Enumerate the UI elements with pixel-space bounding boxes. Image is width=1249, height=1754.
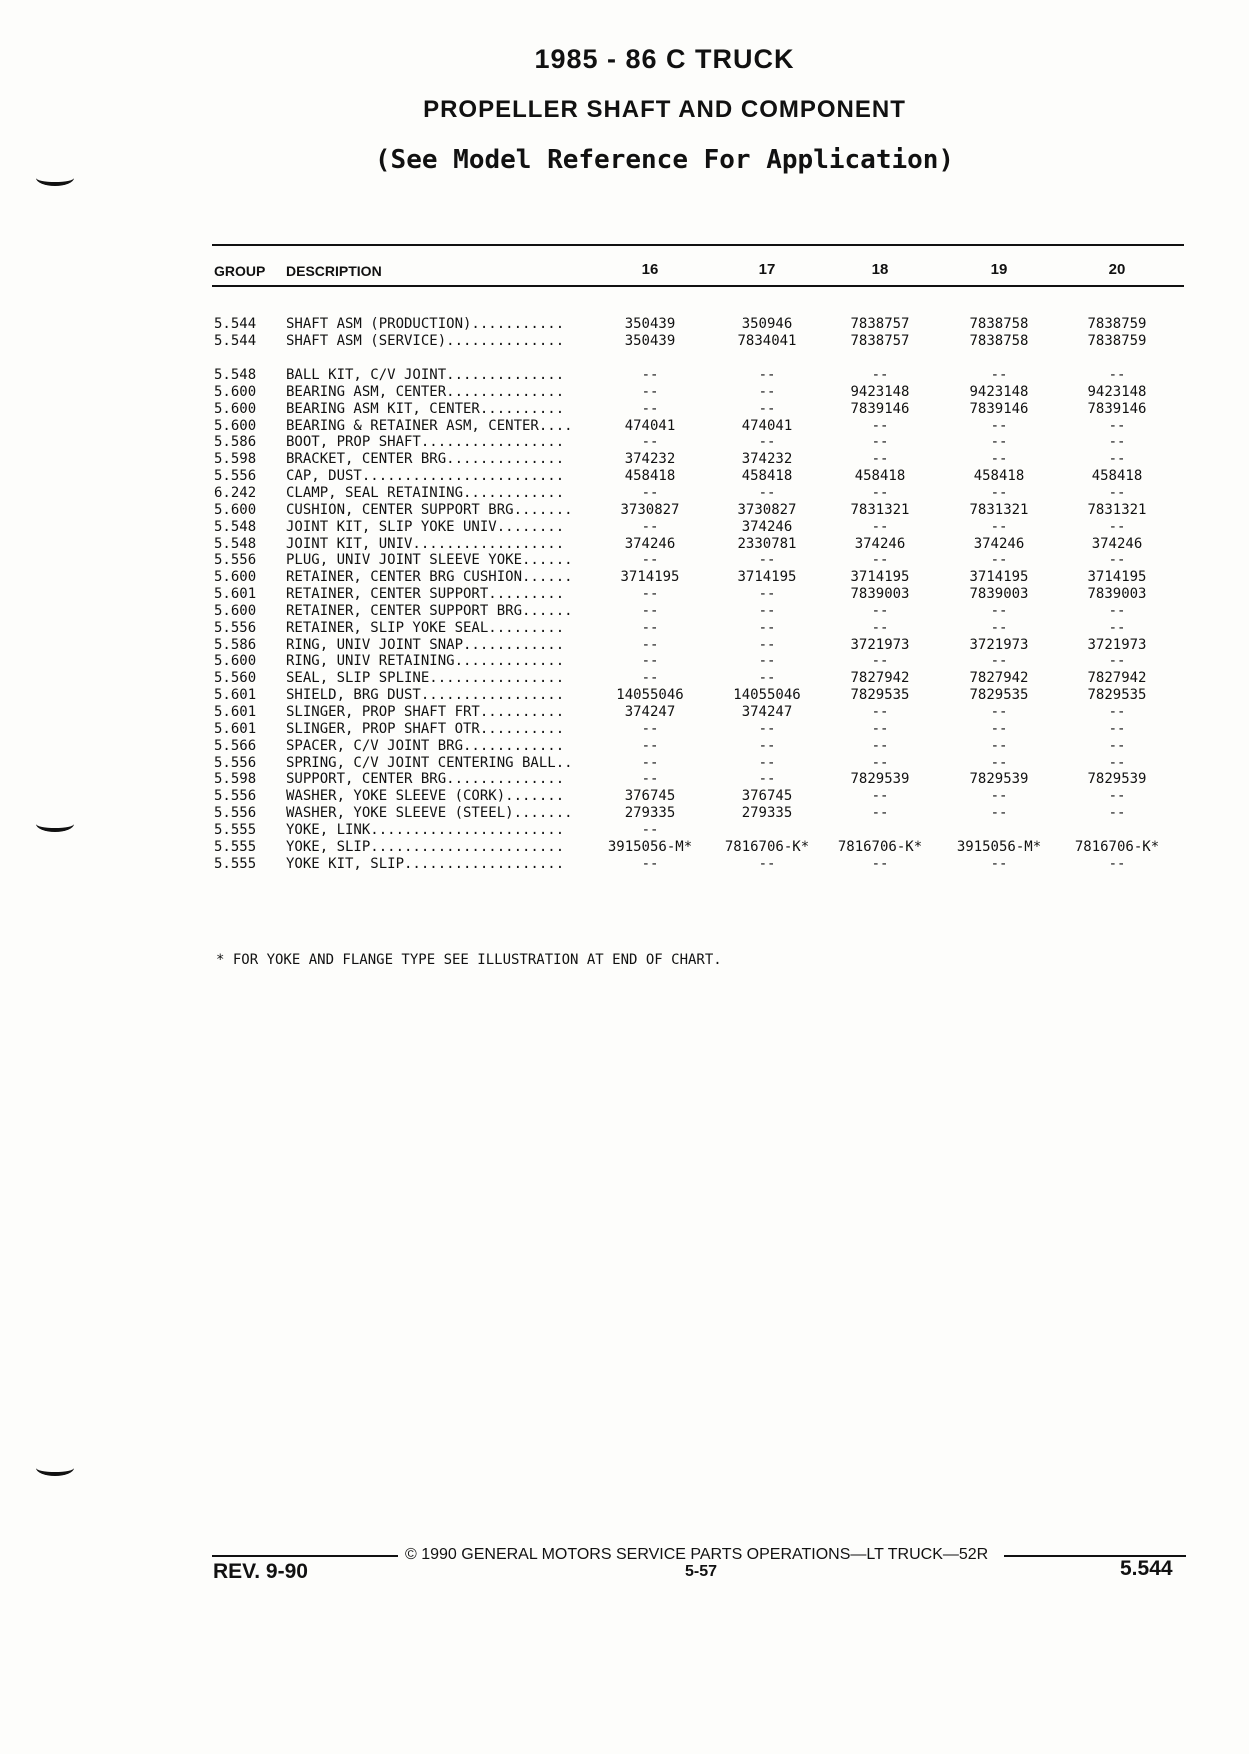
cell-part-number: -- bbox=[1108, 451, 1126, 467]
cell-part-number: -- bbox=[990, 552, 1008, 568]
cell-group: 5.600 bbox=[214, 653, 257, 669]
cell-part-number: 7816706-K* bbox=[724, 839, 810, 855]
table-row bbox=[0, 687, 1249, 704]
cell-part-number: -- bbox=[641, 670, 659, 686]
cell-part-number: -- bbox=[1108, 805, 1126, 821]
cell-group: 6.242 bbox=[214, 485, 257, 501]
cell-group: 5.556 bbox=[214, 552, 257, 568]
header-model-19: 19 bbox=[990, 261, 1008, 278]
cell-part-number: -- bbox=[758, 771, 776, 787]
cell-description: YOKE, SLIP....................... bbox=[286, 839, 565, 855]
header-model-16: 16 bbox=[641, 261, 659, 278]
cell-part-number: -- bbox=[758, 384, 776, 400]
cell-description: SHAFT ASM (SERVICE).............. bbox=[286, 333, 565, 349]
cell-part-number: 458418 bbox=[973, 468, 1025, 484]
cell-part-number: 7838759 bbox=[1087, 316, 1147, 332]
header-model-18: 18 bbox=[871, 261, 889, 278]
cell-part-number: -- bbox=[758, 434, 776, 450]
cell-part-number: -- bbox=[641, 603, 659, 619]
cell-group: 5.566 bbox=[214, 738, 257, 754]
cell-group: 5.600 bbox=[214, 384, 257, 400]
table-top-rule bbox=[212, 244, 1184, 246]
cell-part-number: 7829539 bbox=[1087, 771, 1147, 787]
cell-description: SPRING, C/V JOINT CENTERING BALL.. bbox=[286, 755, 573, 771]
cell-part-number: 458418 bbox=[1091, 468, 1143, 484]
cell-part-number: -- bbox=[758, 738, 776, 754]
cell-part-number: -- bbox=[641, 401, 659, 417]
cell-part-number: -- bbox=[871, 653, 889, 669]
page-number: 5-57 bbox=[685, 1563, 718, 1580]
table-row bbox=[0, 822, 1249, 839]
cell-part-number: -- bbox=[758, 485, 776, 501]
cell-part-number: -- bbox=[758, 401, 776, 417]
cell-description: SHIELD, BRG DUST................. bbox=[286, 687, 565, 703]
cell-part-number: 279335 bbox=[624, 805, 676, 821]
table-row bbox=[0, 771, 1249, 788]
cell-description: BEARING & RETAINER ASM, CENTER.... bbox=[286, 418, 573, 434]
section-number: 5.544 bbox=[1120, 1557, 1173, 1580]
cell-group: 5.556 bbox=[214, 788, 257, 804]
cell-part-number: 7829539 bbox=[969, 771, 1029, 787]
cell-part-number: -- bbox=[758, 367, 776, 383]
cell-part-number: -- bbox=[871, 856, 889, 872]
cell-part-number: -- bbox=[641, 620, 659, 636]
revision-label: REV. 9-90 bbox=[213, 1560, 308, 1583]
table-row bbox=[0, 788, 1249, 805]
cell-part-number: 374246 bbox=[741, 519, 793, 535]
cell-part-number: 3915056-M* bbox=[956, 839, 1042, 855]
cell-description: YOKE, LINK....................... bbox=[286, 822, 565, 838]
table-row bbox=[0, 805, 1249, 822]
cell-part-number: -- bbox=[641, 738, 659, 754]
cell-description: BALL KIT, C/V JOINT.............. bbox=[286, 367, 565, 383]
table-header-rule bbox=[212, 285, 1184, 287]
cell-description: YOKE KIT, SLIP................... bbox=[286, 856, 565, 872]
cell-part-number: -- bbox=[641, 721, 659, 737]
cell-part-number: 14055046 bbox=[733, 687, 801, 703]
cell-part-number: -- bbox=[990, 738, 1008, 754]
model-reference-note: (See Model Reference For Application) bbox=[374, 145, 955, 175]
table-row bbox=[0, 603, 1249, 620]
table-row bbox=[0, 552, 1249, 569]
cell-description: JOINT KIT, SLIP YOKE UNIV........ bbox=[286, 519, 565, 535]
cell-group: 5.601 bbox=[214, 687, 257, 703]
cell-part-number: 7827942 bbox=[850, 670, 910, 686]
table-row bbox=[0, 721, 1249, 738]
cell-group: 5.548 bbox=[214, 519, 257, 535]
cell-part-number: -- bbox=[1108, 653, 1126, 669]
cell-part-number: 374247 bbox=[741, 704, 793, 720]
cell-part-number: -- bbox=[758, 721, 776, 737]
cell-group: 5.601 bbox=[214, 586, 257, 602]
cell-part-number: 7838757 bbox=[850, 316, 910, 332]
table-row bbox=[0, 653, 1249, 670]
table-row bbox=[0, 637, 1249, 654]
cell-group: 5.600 bbox=[214, 603, 257, 619]
cell-part-number: -- bbox=[758, 552, 776, 568]
cell-part-number: 7839146 bbox=[1087, 401, 1147, 417]
cell-part-number: 3915056-M* bbox=[607, 839, 693, 855]
cell-part-number: -- bbox=[871, 805, 889, 821]
cell-part-number: 3714195 bbox=[1087, 569, 1147, 585]
cell-description: BEARING ASM, CENTER.............. bbox=[286, 384, 565, 400]
cell-part-number: 7838758 bbox=[969, 333, 1029, 349]
cell-part-number: -- bbox=[871, 755, 889, 771]
cell-group: 5.600 bbox=[214, 401, 257, 417]
cell-group: 5.601 bbox=[214, 721, 257, 737]
cell-part-number: 7831321 bbox=[850, 502, 910, 518]
cell-part-number: 3730827 bbox=[737, 502, 797, 518]
cell-description: RING, UNIV RETAINING............. bbox=[286, 653, 565, 669]
cell-part-number: 7829539 bbox=[850, 771, 910, 787]
cell-part-number: 7838757 bbox=[850, 333, 910, 349]
footer-copyright: © 1990 GENERAL MOTORS SERVICE PARTS OPERATIONS—LT TRUCK—52R bbox=[405, 1546, 989, 1563]
cell-description: JOINT KIT, UNIV.................. bbox=[286, 536, 565, 552]
cell-part-number: 374232 bbox=[624, 451, 676, 467]
cell-part-number: 7834041 bbox=[737, 333, 797, 349]
cell-part-number: -- bbox=[1108, 738, 1126, 754]
cell-part-number: -- bbox=[758, 620, 776, 636]
cell-part-number: 3730827 bbox=[620, 502, 680, 518]
header-description: DESCRIPTION bbox=[286, 263, 382, 279]
cell-part-number: 458418 bbox=[854, 468, 906, 484]
cell-part-number: -- bbox=[1108, 434, 1126, 450]
cell-part-number: -- bbox=[1108, 721, 1126, 737]
cell-part-number: -- bbox=[1108, 755, 1126, 771]
cell-part-number: 7829535 bbox=[1087, 687, 1147, 703]
cell-part-number: -- bbox=[990, 418, 1008, 434]
cell-part-number: -- bbox=[1108, 519, 1126, 535]
cell-part-number: -- bbox=[1108, 704, 1126, 720]
cell-part-number: -- bbox=[1108, 603, 1126, 619]
table-row bbox=[0, 670, 1249, 687]
table-row bbox=[0, 418, 1249, 435]
cell-part-number: 279335 bbox=[741, 805, 793, 821]
table-row bbox=[0, 451, 1249, 468]
cell-description: WASHER, YOKE SLEEVE (CORK)....... bbox=[286, 788, 565, 804]
table-row bbox=[0, 536, 1249, 553]
cell-part-number: -- bbox=[871, 485, 889, 501]
cell-part-number: -- bbox=[641, 653, 659, 669]
table-row bbox=[0, 367, 1249, 384]
cell-part-number: 7827942 bbox=[969, 670, 1029, 686]
table-row bbox=[0, 468, 1249, 485]
cell-part-number: -- bbox=[990, 485, 1008, 501]
cell-part-number: -- bbox=[641, 519, 659, 535]
cell-part-number: 374246 bbox=[1091, 536, 1143, 552]
cell-description: SLINGER, PROP SHAFT OTR.......... bbox=[286, 721, 565, 737]
cell-part-number: -- bbox=[641, 434, 659, 450]
cell-part-number: -- bbox=[1108, 367, 1126, 383]
cell-group: 5.598 bbox=[214, 451, 257, 467]
cell-part-number: -- bbox=[641, 755, 659, 771]
cell-part-number: 9423148 bbox=[969, 384, 1029, 400]
cell-part-number: -- bbox=[871, 738, 889, 754]
cell-description: RETAINER, CENTER SUPPORT BRG...... bbox=[286, 603, 573, 619]
table-row bbox=[0, 401, 1249, 418]
cell-part-number: -- bbox=[990, 805, 1008, 821]
table-row bbox=[0, 333, 1249, 350]
cell-part-number: 7839003 bbox=[969, 586, 1029, 602]
cell-part-number: 374246 bbox=[854, 536, 906, 552]
cell-group: 5.556 bbox=[214, 468, 257, 484]
cell-part-number: -- bbox=[990, 451, 1008, 467]
page-subtitle: PROPELLER SHAFT AND COMPONENT bbox=[423, 96, 906, 123]
cell-part-number: 474041 bbox=[624, 418, 676, 434]
cell-description: BOOT, PROP SHAFT................. bbox=[286, 434, 565, 450]
cell-part-number: -- bbox=[871, 603, 889, 619]
cell-description: CAP, DUST........................ bbox=[286, 468, 565, 484]
cell-part-number: -- bbox=[990, 367, 1008, 383]
table-row bbox=[0, 569, 1249, 586]
cell-part-number: 7816706-K* bbox=[837, 839, 923, 855]
table-row bbox=[0, 519, 1249, 536]
cell-description: SEAL, SLIP SPLINE................ bbox=[286, 670, 565, 686]
table-row bbox=[0, 704, 1249, 721]
table-row bbox=[0, 434, 1249, 451]
cell-part-number: 7816706-K* bbox=[1074, 839, 1160, 855]
cell-part-number: -- bbox=[1108, 552, 1126, 568]
cell-part-number: 7839146 bbox=[969, 401, 1029, 417]
cell-group: 5.555 bbox=[214, 839, 257, 855]
cell-part-number: 7839003 bbox=[850, 586, 910, 602]
table-row bbox=[0, 620, 1249, 637]
footnote: * FOR YOKE AND FLANGE TYPE SEE ILLUSTRATION AT END OF CHART. bbox=[216, 952, 722, 968]
table-row bbox=[0, 856, 1249, 873]
cell-part-number: -- bbox=[871, 788, 889, 804]
cell-part-number: 374246 bbox=[624, 536, 676, 552]
page-title: 1985 - 86 C TRUCK bbox=[534, 44, 795, 74]
table-row bbox=[0, 316, 1249, 333]
cell-group: 5.544 bbox=[214, 333, 257, 349]
cell-part-number: 376745 bbox=[624, 788, 676, 804]
cell-part-number: 7838758 bbox=[969, 316, 1029, 332]
cell-part-number: -- bbox=[871, 620, 889, 636]
cell-description: BEARING ASM KIT, CENTER.......... bbox=[286, 401, 565, 417]
cell-part-number: -- bbox=[758, 856, 776, 872]
cell-part-number: -- bbox=[871, 418, 889, 434]
cell-description: CLAMP, SEAL RETAINING............ bbox=[286, 485, 565, 501]
cell-group: 5.598 bbox=[214, 771, 257, 787]
cell-part-number: -- bbox=[1108, 788, 1126, 804]
cell-part-number: 3721973 bbox=[1087, 637, 1147, 653]
cell-part-number: -- bbox=[990, 856, 1008, 872]
cell-part-number: 7829535 bbox=[969, 687, 1029, 703]
cell-part-number: -- bbox=[758, 653, 776, 669]
header-group: GROUP bbox=[214, 263, 266, 279]
cell-part-number: 3714195 bbox=[737, 569, 797, 585]
cell-part-number: -- bbox=[990, 434, 1008, 450]
cell-part-number: -- bbox=[1108, 620, 1126, 636]
cell-group: 5.548 bbox=[214, 536, 257, 552]
cell-part-number: 350439 bbox=[624, 333, 676, 349]
cell-part-number: -- bbox=[871, 367, 889, 383]
cell-part-number: -- bbox=[641, 485, 659, 501]
cell-part-number: -- bbox=[641, 586, 659, 602]
cell-group: 5.556 bbox=[214, 755, 257, 771]
cell-group: 5.544 bbox=[214, 316, 257, 332]
cell-part-number: 7838759 bbox=[1087, 333, 1147, 349]
cell-part-number: -- bbox=[1108, 485, 1126, 501]
cell-part-number: -- bbox=[871, 434, 889, 450]
cell-part-number: -- bbox=[871, 519, 889, 535]
cell-group: 5.600 bbox=[214, 502, 257, 518]
cell-part-number: -- bbox=[871, 451, 889, 467]
cell-part-number: -- bbox=[990, 653, 1008, 669]
cell-description: SUPPORT, CENTER BRG.............. bbox=[286, 771, 565, 787]
cell-part-number: 9423148 bbox=[1087, 384, 1147, 400]
cell-group: 5.600 bbox=[214, 418, 257, 434]
cell-group: 5.600 bbox=[214, 569, 257, 585]
cell-part-number: 350439 bbox=[624, 316, 676, 332]
cell-part-number: -- bbox=[990, 603, 1008, 619]
cell-part-number: 14055046 bbox=[616, 687, 684, 703]
cell-part-number: -- bbox=[641, 552, 659, 568]
cell-part-number: 3721973 bbox=[969, 637, 1029, 653]
cell-part-number: -- bbox=[758, 603, 776, 619]
cell-part-number: 376745 bbox=[741, 788, 793, 804]
table-row bbox=[0, 485, 1249, 502]
cell-part-number: 474041 bbox=[741, 418, 793, 434]
cell-part-number: -- bbox=[758, 586, 776, 602]
table-row bbox=[0, 384, 1249, 401]
cell-part-number: -- bbox=[990, 788, 1008, 804]
cell-part-number: 3714195 bbox=[850, 569, 910, 585]
header-model-20: 20 bbox=[1108, 261, 1126, 278]
cell-part-number: 2330781 bbox=[737, 536, 797, 552]
cell-part-number: 7839146 bbox=[850, 401, 910, 417]
footer-rule-left bbox=[212, 1555, 398, 1557]
cell-part-number: 350946 bbox=[741, 316, 793, 332]
cell-group: 5.556 bbox=[214, 620, 257, 636]
cell-part-number: 374232 bbox=[741, 451, 793, 467]
cell-description: SHAFT ASM (PRODUCTION)........... bbox=[286, 316, 565, 332]
cell-description: RETAINER, CENTER SUPPORT......... bbox=[286, 586, 565, 602]
cell-description: RETAINER, SLIP YOKE SEAL......... bbox=[286, 620, 565, 636]
cell-part-number: -- bbox=[641, 384, 659, 400]
cell-part-number: -- bbox=[641, 822, 659, 838]
table-row bbox=[0, 839, 1249, 856]
table-row bbox=[0, 586, 1249, 603]
cell-part-number: -- bbox=[871, 704, 889, 720]
cell-part-number: 458418 bbox=[624, 468, 676, 484]
cell-part-number: -- bbox=[641, 771, 659, 787]
cell-group: 5.586 bbox=[214, 434, 257, 450]
cell-description: PLUG, UNIV JOINT SLEEVE YOKE...... bbox=[286, 552, 573, 568]
cell-part-number: -- bbox=[990, 704, 1008, 720]
cell-description: WASHER, YOKE SLEEVE (STEEL)....... bbox=[286, 805, 573, 821]
binder-hole-mark bbox=[36, 1460, 74, 1476]
cell-part-number: -- bbox=[871, 552, 889, 568]
cell-part-number: -- bbox=[990, 620, 1008, 636]
cell-description: SPACER, C/V JOINT BRG............ bbox=[286, 738, 565, 754]
cell-part-number: 3714195 bbox=[969, 569, 1029, 585]
cell-part-number: 3714195 bbox=[620, 569, 680, 585]
cell-part-number: -- bbox=[871, 721, 889, 737]
cell-part-number: 374247 bbox=[624, 704, 676, 720]
cell-part-number: -- bbox=[990, 519, 1008, 535]
cell-description: RING, UNIV JOINT SNAP............ bbox=[286, 637, 565, 653]
cell-part-number: -- bbox=[641, 856, 659, 872]
cell-part-number: -- bbox=[990, 755, 1008, 771]
cell-part-number: -- bbox=[1108, 856, 1126, 872]
cell-part-number: 7831321 bbox=[969, 502, 1029, 518]
cell-part-number: -- bbox=[641, 367, 659, 383]
cell-part-number: -- bbox=[990, 721, 1008, 737]
cell-part-number: 9423148 bbox=[850, 384, 910, 400]
cell-group: 5.555 bbox=[214, 822, 257, 838]
cell-part-number: 7829535 bbox=[850, 687, 910, 703]
cell-description: CUSHION, CENTER SUPPORT BRG....... bbox=[286, 502, 573, 518]
cell-group: 5.555 bbox=[214, 856, 257, 872]
cell-part-number: -- bbox=[1108, 418, 1126, 434]
cell-description: RETAINER, CENTER BRG CUSHION...... bbox=[286, 569, 573, 585]
cell-group: 5.548 bbox=[214, 367, 257, 383]
cell-part-number: 7827942 bbox=[1087, 670, 1147, 686]
cell-part-number: 7839003 bbox=[1087, 586, 1147, 602]
cell-group: 5.601 bbox=[214, 704, 257, 720]
cell-description: SLINGER, PROP SHAFT FRT.......... bbox=[286, 704, 565, 720]
cell-group: 5.556 bbox=[214, 805, 257, 821]
cell-part-number: -- bbox=[758, 670, 776, 686]
cell-part-number: 7831321 bbox=[1087, 502, 1147, 518]
cell-part-number: -- bbox=[641, 637, 659, 653]
cell-description: BRACKET, CENTER BRG.............. bbox=[286, 451, 565, 467]
cell-part-number: 3721973 bbox=[850, 637, 910, 653]
cell-part-number: -- bbox=[758, 755, 776, 771]
cell-part-number: 458418 bbox=[741, 468, 793, 484]
cell-group: 5.560 bbox=[214, 670, 257, 686]
cell-group: 5.586 bbox=[214, 637, 257, 653]
table-row bbox=[0, 502, 1249, 519]
table-row bbox=[0, 755, 1249, 772]
table-row bbox=[0, 738, 1249, 755]
cell-part-number: 374246 bbox=[973, 536, 1025, 552]
header-model-17: 17 bbox=[758, 261, 776, 278]
cell-part-number: -- bbox=[758, 637, 776, 653]
